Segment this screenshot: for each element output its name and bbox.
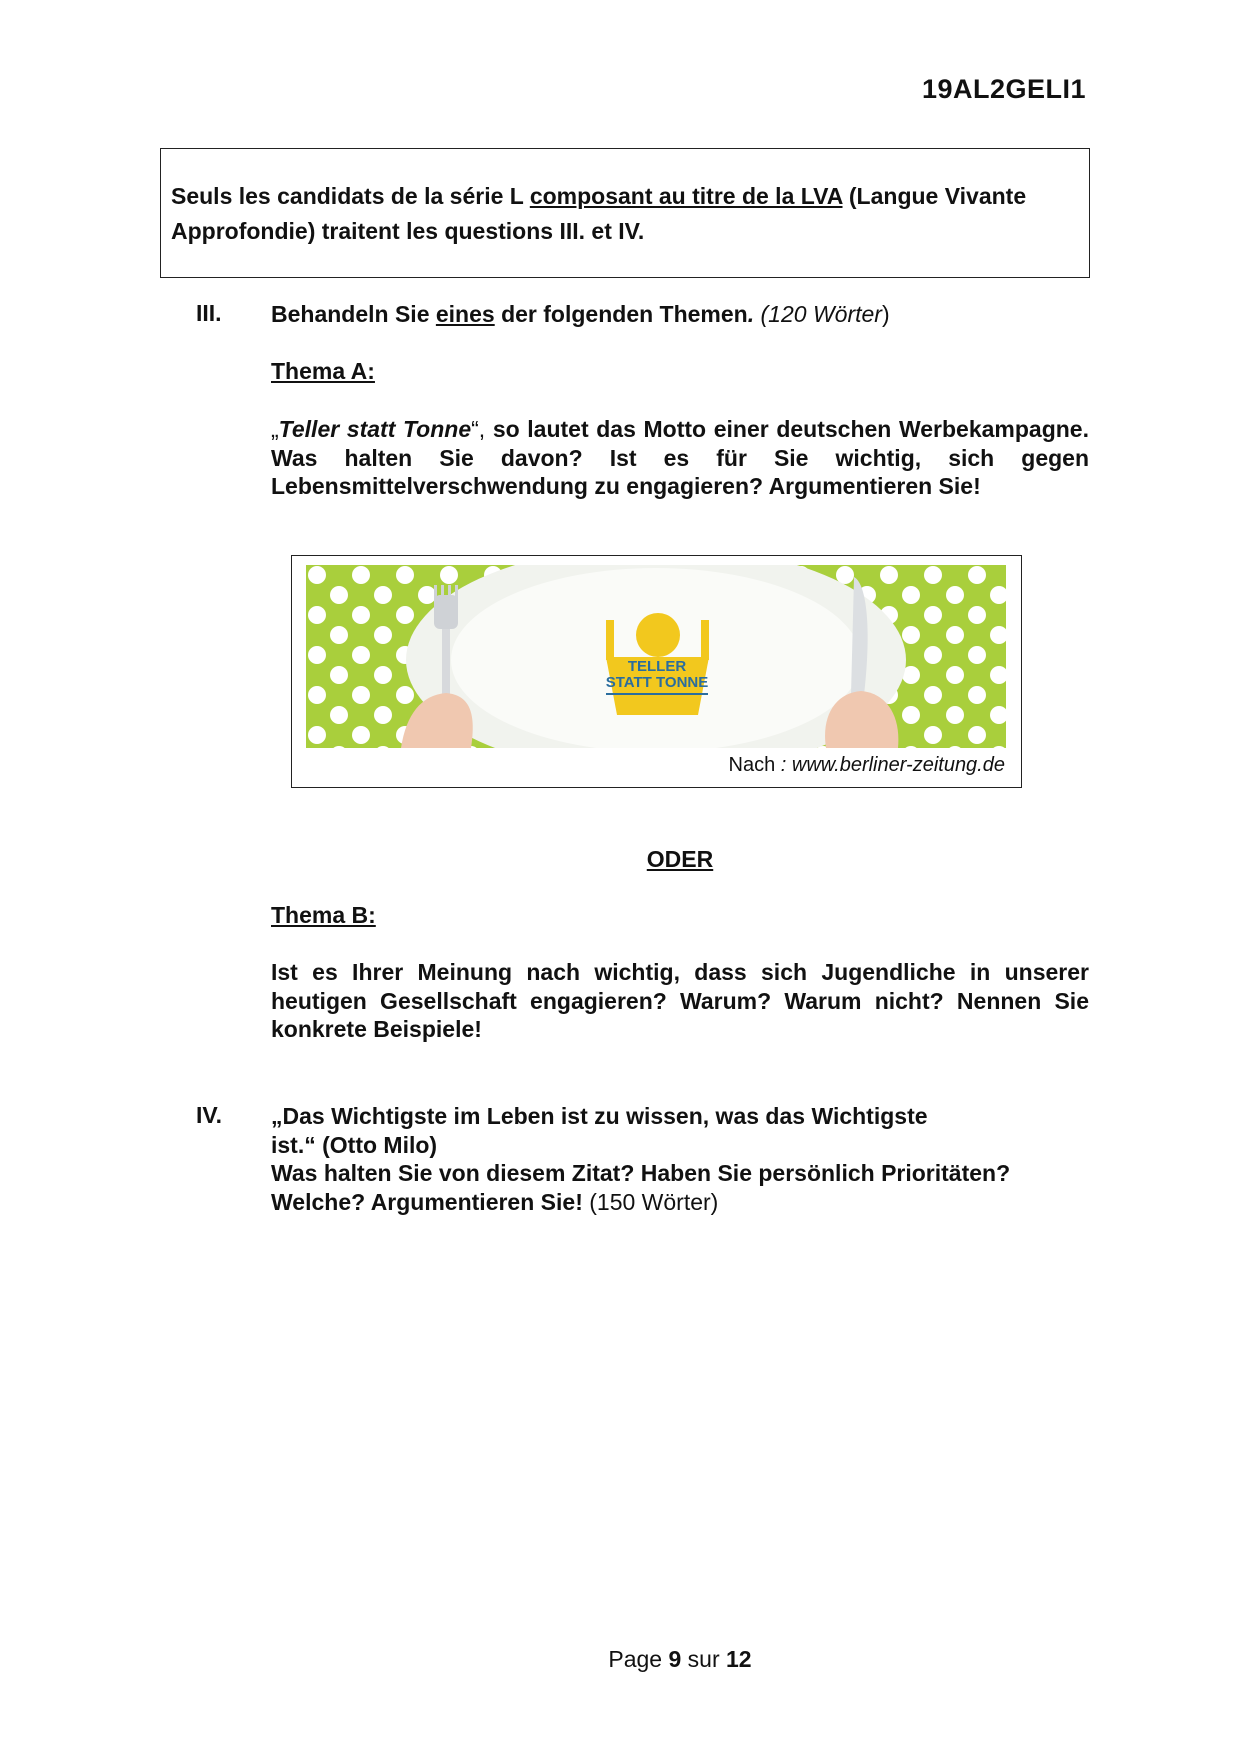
oder-separator: ODER	[646, 846, 714, 872]
question-line-2	[271, 1188, 1089, 1217]
logo-line-1: TELLER	[627, 658, 687, 675]
section-4-number: IV.	[196, 1102, 223, 1128]
footer-total-pages: 12	[726, 1646, 752, 1672]
notice-text-2: (Langue Vivante Approfondie) traitent les questions III. et IV.	[171, 183, 1027, 244]
instr-dot: .	[747, 301, 755, 327]
section-4-text	[271, 1102, 1089, 1216]
quote-line-2	[271, 1131, 1089, 1160]
caption-source: : www.berliner-zeitung.de	[780, 754, 1005, 776]
quote-end: ist.“	[271, 1131, 316, 1158]
instr-text-2: der folgenden Themen	[494, 301, 748, 327]
section-4-words: (150 Wörter)	[582, 1188, 719, 1215]
question-2: Welche? Argumentieren Sie!	[271, 1188, 583, 1215]
motto-open-quote: „	[271, 416, 279, 442]
thema-a-body: so lautet das Motto einer deutschen Werbekampagne. Was halten Sie davon? Ist es für Sie wichtig, sich gegen Lebensmittelverschwendung zu engagieren? Argumentieren Sie!	[271, 416, 1089, 499]
section-3-number: III.	[196, 300, 222, 326]
campaign-photo	[306, 565, 1006, 748]
instr-underlined: eines	[435, 301, 495, 327]
caption-prefix: Nach	[728, 754, 781, 776]
thema-a-heading: Thema A:	[271, 358, 375, 384]
campaign-figure	[291, 555, 1022, 788]
thema-b-text: Ist es Ihrer Meinung nach wichtig, dass sich Jugendliche in unserer heutigen Gesellschaft engagieren? Warum? Warum nicht? Nennen Sie konkrete Beispiele!	[271, 959, 1089, 1042]
thema-a-text	[271, 415, 1089, 501]
section-3-instruction	[271, 300, 1089, 329]
motto: Teller statt Tonne	[278, 416, 472, 442]
page-footer	[0, 1646, 1240, 1673]
notice-box	[160, 148, 1090, 278]
instr-words: (120 Wörter	[754, 301, 882, 327]
notice-underlined: composant au titre de la LVA	[529, 183, 843, 209]
instr-text-1: Behandeln Sie	[271, 301, 436, 327]
footer-prefix: Page	[608, 1646, 669, 1672]
document-code: 19AL2GELI1	[921, 74, 1086, 104]
quote-line-1: „Das Wichtigste im Leben ist zu wissen, was das Wichtigste	[271, 1103, 928, 1129]
image-caption	[729, 754, 1005, 777]
motto-close-quote: “,	[471, 416, 493, 442]
notice-text-1: Seuls les candidats de la série L	[171, 183, 530, 209]
thema-b-heading: Thema B:	[271, 902, 376, 928]
quote-author: (Otto Milo)	[315, 1131, 438, 1158]
footer-middle: sur	[681, 1646, 727, 1672]
question-line-1: Was halten Sie von diesem Zitat? Haben Sie persönlich Prioritäten?	[271, 1160, 1011, 1186]
instr-close: )	[881, 301, 890, 327]
footer-page-number: 9	[668, 1646, 682, 1672]
logo-line-2: STATT TONNE	[605, 674, 709, 691]
